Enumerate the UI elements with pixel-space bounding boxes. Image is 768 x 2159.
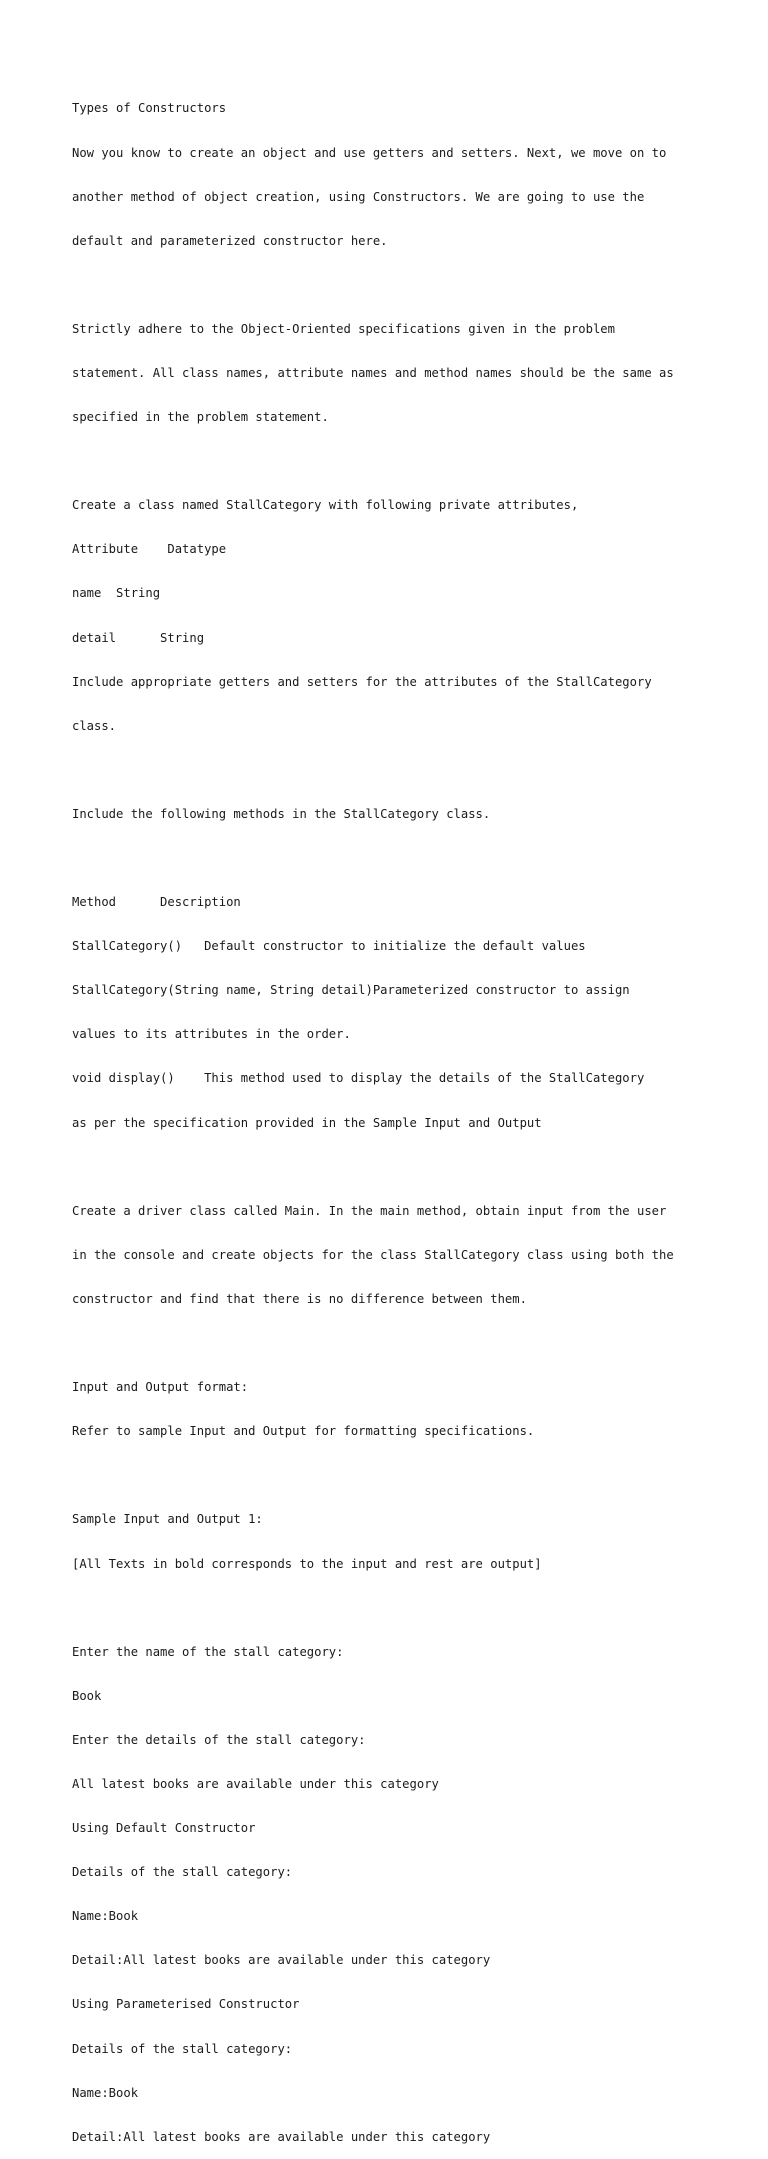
doc-line: class. xyxy=(72,718,117,733)
doc-line: default and parameterized constructor here. xyxy=(72,233,388,248)
attribute-row: detail String xyxy=(72,630,205,645)
sample-heading: Sample Input and Output 1: xyxy=(72,1512,263,1527)
sample-line: Enter the name of the stall category: xyxy=(72,1644,344,1659)
sample-line: Name:Book xyxy=(72,2085,139,2100)
doc-line: Now you know to create an object and use getters and setters. Next, we move on to xyxy=(72,145,667,160)
doc-line: [All Texts in bold corresponds to the input and rest are output] xyxy=(72,1556,542,1571)
doc-line-title: Types of Constructors xyxy=(72,101,227,116)
document-page xyxy=(72,72,712,2159)
doc-line: constructor and find that there is no difference between them. xyxy=(72,1291,527,1306)
sample-line: Name:Book xyxy=(72,1909,139,1924)
sample-line: Details of the stall category: xyxy=(72,1865,293,1880)
doc-line: another method of object creation, using Constructors. We are going to use the xyxy=(72,189,645,204)
doc-line: Create a driver class called Main. In the main method, obtain input from the user xyxy=(72,1203,667,1218)
doc-line-blank xyxy=(72,1160,712,1175)
sample-line: Details of the stall category: xyxy=(72,2041,293,2056)
doc-line: Include the following methods in the StallCategory class. xyxy=(72,806,491,821)
sample-line: Enter the details of the stall category: xyxy=(72,1732,366,1747)
sample-line: Book xyxy=(72,1688,102,1703)
method-row: StallCategory() Default constructor to initialize the default values xyxy=(72,939,586,954)
sample-line: Using Parameterised Constructor xyxy=(72,1997,300,2012)
method-row: StallCategory(String name, String detail)Parameterized constructor to assign xyxy=(72,983,630,998)
method-row: as per the specification provided in the Sample Input and Output xyxy=(72,1115,542,1130)
sample-line: Detail:All latest books are available under this category xyxy=(72,2129,491,2144)
doc-line-blank xyxy=(72,1468,712,1483)
doc-line-blank xyxy=(72,851,712,866)
doc-line: statement. All class names, attribute names and method names should be the same as xyxy=(72,365,674,380)
doc-line-blank xyxy=(72,278,712,293)
sample-line: All latest books are available under this category xyxy=(72,1776,439,1791)
attribute-table-header: Attribute Datatype xyxy=(72,542,227,557)
sample-line: Using Default Constructor xyxy=(72,1821,256,1836)
attribute-row: name String xyxy=(72,586,161,601)
doc-line: Strictly adhere to the Object-Oriented specifications given in the problem xyxy=(72,321,615,336)
doc-line: Refer to sample Input and Output for formatting specifications. xyxy=(72,1424,535,1439)
doc-line: Input and Output format: xyxy=(72,1380,249,1395)
doc-line-blank xyxy=(72,454,712,469)
method-row: void display() This method used to display the details of the StallCategory xyxy=(72,1071,645,1086)
sample-line: Detail:All latest books are available under this category xyxy=(72,1953,491,1968)
doc-line-blank xyxy=(72,1601,712,1616)
doc-line-blank xyxy=(72,1336,712,1351)
doc-line: in the console and create objects for the class StallCategory class using both the xyxy=(72,1247,674,1262)
method-table-header: Method Description xyxy=(72,895,241,910)
doc-line: Create a class named StallCategory with following private attributes, xyxy=(72,498,579,513)
doc-line-blank xyxy=(72,763,712,778)
method-row: values to its attributes in the order. xyxy=(72,1027,351,1042)
doc-line: Include appropriate getters and setters for the attributes of the StallCategory xyxy=(72,674,652,689)
doc-line: specified in the problem statement. xyxy=(72,410,329,425)
